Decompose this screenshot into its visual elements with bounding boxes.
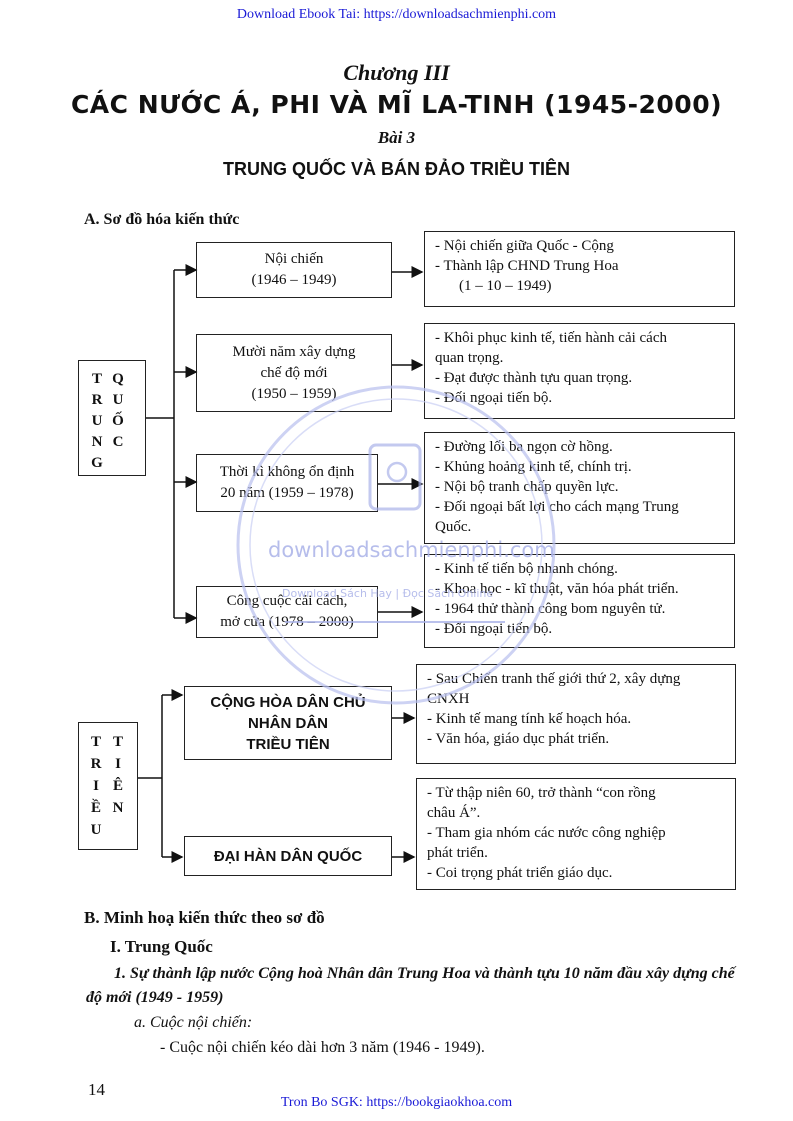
- detail-line: - 1964 thử thành công bom nguyên tử.: [435, 601, 666, 617]
- detail-line: - Đối ngoại bất lợi cho cách mạng Trung: [435, 499, 679, 515]
- tq-letter: U: [91, 413, 103, 429]
- tq-period-box: [196, 242, 392, 298]
- period-label: Công cuộc cải cách,: [226, 593, 348, 609]
- tt-letter: I: [115, 756, 121, 772]
- period-years: (1946 – 1949): [251, 272, 337, 288]
- country-name: NHÂN DÂN: [248, 714, 328, 732]
- detail-line: quan trọng.: [435, 350, 504, 366]
- detail-line: - Đạt được thành tựu quan trọng.: [435, 370, 633, 386]
- tq-letter: U: [112, 392, 124, 408]
- detail-line: - Khủng hoảng kinh tế, chính trị.: [435, 459, 632, 475]
- detail-line: - Kinh tế mang tính kế hoạch hóa.: [427, 711, 632, 727]
- detail-line: - Sau Chiến tranh thế giới thứ 2, xây dựng: [427, 671, 681, 687]
- tq-letter: Q: [112, 371, 124, 387]
- tt-letter: N: [112, 800, 124, 816]
- tt-letter: R: [90, 756, 102, 772]
- lesson-title: TRUNG QUỐC VÀ BÁN ĐẢO TRIỀU TIÊN: [222, 159, 570, 179]
- tt-letter: Ê: [112, 778, 123, 794]
- tq-detail-box: [424, 554, 735, 648]
- detail-line: - Thành lập CHND Trung Hoa: [435, 258, 619, 274]
- tq-letter: R: [91, 392, 103, 408]
- tq-period-box: [196, 454, 378, 512]
- tq-period-box: [196, 334, 392, 412]
- period-years: 20 năm (1959 – 1978): [220, 485, 354, 501]
- detail-line: Quốc.: [435, 519, 472, 535]
- detail-line: - Đối ngoại tiến bộ.: [435, 621, 553, 637]
- footer-link[interactable]: Tron Bo SGK: https://bookgiaokhoa.com: [280, 1095, 513, 1110]
- part-heading: I. Trung Quốc: [110, 937, 213, 956]
- detail-line: - Đối ngoại tiến bộ.: [435, 390, 553, 406]
- period-label: Nội chiến: [264, 251, 324, 267]
- tq-letter: T: [91, 371, 102, 387]
- detail-line: - Tham gia nhóm các nước công nghiệp: [427, 825, 666, 841]
- tq-letter: G: [91, 455, 103, 471]
- body-bullet: - Cuộc nội chiến kéo dài hơn 3 năm (1946 - 1949).: [160, 1039, 485, 1056]
- tt-letter: Ề: [90, 800, 101, 816]
- period-years: (1950 – 1959): [251, 385, 337, 402]
- lesson-number: Bài 3: [377, 128, 416, 147]
- section-b-heading: B. Minh hoạ kiến thức theo sơ đồ: [84, 908, 325, 927]
- detail-line: - Văn hóa, giáo dục phát triển.: [427, 731, 610, 747]
- detail-line: - Khôi phục kinh tế, tiến hành cải cách: [435, 330, 668, 346]
- tt-country-box: [184, 686, 392, 760]
- tq-detail-box: [424, 432, 735, 544]
- detail-line: - Nội bộ tranh chấp quyền lực.: [435, 479, 619, 495]
- tt-detail-box: [416, 778, 736, 890]
- trung-quoc-box: [78, 360, 146, 476]
- tq-letter: Ố: [112, 413, 124, 429]
- country-name: TRIỀU TIÊN: [246, 735, 330, 753]
- sub-heading: a. Cuộc nội chiến:: [134, 1014, 253, 1031]
- tq-letter: C: [112, 434, 124, 450]
- trieu-tien-box: [78, 722, 138, 850]
- detail-line: - Kinh tế tiến bộ nhanh chóng.: [435, 561, 618, 577]
- item-heading: 1. Sự thành lập nước Cộng hoà Nhân dân Trung Hoa và thành tựu 10 năm đầu xây dựng chế độ mới (1949 - 1959): [86, 965, 735, 1006]
- watermark-site: downloadsachmienphi.com: [268, 538, 555, 562]
- tt-letter: T: [112, 734, 123, 750]
- detail-line: - Khoa học - kĩ thuật, văn hóa phát triển.: [435, 581, 679, 597]
- tt-letter: U: [90, 822, 102, 838]
- tt-letter: I: [93, 778, 99, 794]
- period-years: mở cửa (1978 – 2000): [220, 614, 354, 630]
- tt-country-box: [184, 836, 392, 876]
- tq-letter: N: [91, 434, 103, 450]
- section-a-heading: A. Sơ đồ hóa kiến thức: [84, 211, 240, 228]
- detail-line: (1 – 10 – 1949): [459, 278, 552, 294]
- download-header-link[interactable]: Download Ebook Tai: https://downloadsachmienphi.com: [236, 7, 557, 22]
- tq-detail-box: [424, 323, 735, 419]
- detail-line: - Đường lối ba ngọn cờ hồng.: [435, 439, 613, 455]
- tt-detail-box: [416, 664, 736, 764]
- country-name: CỘNG HÒA DÂN CHỦ: [210, 693, 366, 711]
- country-name: ĐẠI HÀN DÂN QUỐC: [213, 847, 363, 865]
- period-label: Mười năm xây dựng: [232, 343, 356, 360]
- detail-line: CNXH: [427, 691, 470, 707]
- detail-line: - Nội chiến giữa Quốc - Cộng: [435, 238, 614, 254]
- page-title: CÁC NƯỚC Á, PHI VÀ MĨ LA-TINH (1945-2000): [70, 90, 723, 119]
- tt-letter: T: [90, 734, 101, 750]
- tq-detail-box: [424, 231, 735, 307]
- period-label: Thời kì không ổn định: [219, 464, 355, 480]
- page-number: 14: [88, 1080, 105, 1099]
- watermark-tagline: Download Sách Hay | Đọc Sách Online: [282, 587, 494, 600]
- detail-line: châu Á”.: [427, 805, 481, 821]
- detail-line: phát triển.: [427, 845, 488, 861]
- period-label: chế độ mới: [260, 364, 328, 381]
- detail-line: - Coi trọng phát triển giáo dục.: [427, 865, 613, 881]
- chapter-title: Chương III: [343, 60, 450, 85]
- detail-line: - Từ thập niên 60, trở thành “con rồng: [427, 785, 656, 801]
